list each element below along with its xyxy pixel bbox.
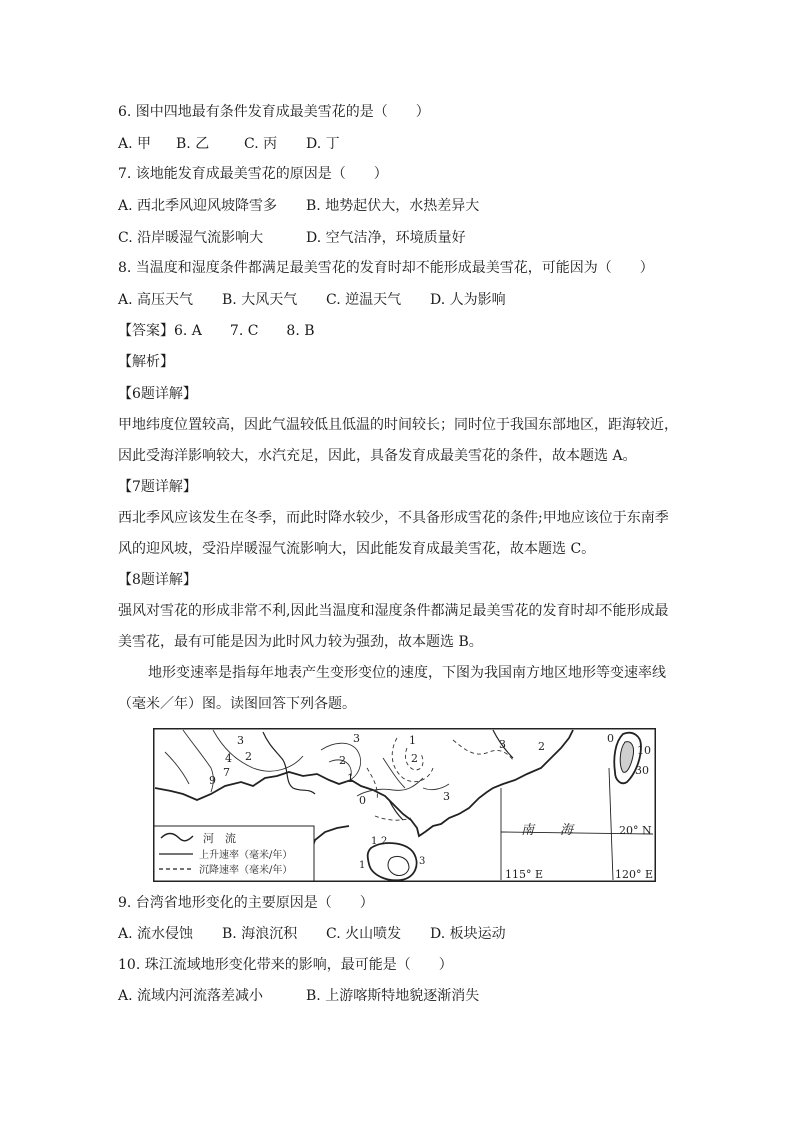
q8-option-d: D. 人为影响 (430, 292, 506, 308)
analysis-heading: 【解析】 (118, 354, 174, 370)
q10-option-a: A. 流域内河流落差减小 (118, 988, 264, 1004)
detail-7-line-2: 风的迎风坡，受沿岸暖湿气流影响大，因此能发育成最美雪花，故本题选 C。 (118, 541, 596, 557)
contour-label: 7 (223, 766, 230, 779)
legend-river-label: 河 流 (203, 832, 236, 845)
map-svg (153, 728, 656, 882)
contour-label: 2 (538, 740, 545, 753)
q7-options-row2 (118, 228, 466, 248)
q7-options-row1 (118, 196, 479, 216)
contour-label: 10 (637, 744, 651, 757)
q9-option-b: B. 海浪沉积 (222, 926, 298, 942)
detail-6-heading: 【6题详解】 (118, 386, 197, 402)
contour-label: 1 (347, 772, 354, 785)
q7-option-c: C. 沿岸暖湿气流影响大 (118, 230, 264, 246)
detail-8-line-2: 美雪花，最有可能是因为此时风力较为强劲，故本题选 B。 (118, 634, 483, 650)
detail-7-line-1: 西北季风应该发生在冬季，而此时降水较少，不具备形成雪花的条件;甲地应该位于东南季 (118, 510, 669, 526)
q9-stem: 9. 台湾省地形变化的主要原因是（ ） (118, 895, 374, 911)
legend-sink-label: 沉降速率（毫米/年） (199, 865, 293, 876)
contour-label: 3 (499, 738, 506, 751)
contour-label: 30 (635, 764, 649, 777)
q8-options (118, 290, 506, 310)
q7-option-a: A. 西北季风迎风坡降雪多 (118, 198, 278, 214)
q7-stem: 7. 该地能发育成最美雪花的原因是（ ） (118, 166, 388, 182)
contour-label: 3 (419, 856, 426, 867)
contour-label: 0 (359, 794, 366, 807)
q9-options (118, 924, 506, 944)
intro-line-1: 地形变速率是指每年地表产生变形变位的速度，下图为我国南方地区地形等变速率线 (148, 665, 666, 681)
q10-options (118, 986, 479, 1006)
contour-label: 0 (607, 732, 614, 745)
contour-label: 1 (409, 734, 416, 747)
longitude-label-120: 120° E (615, 868, 654, 881)
q6-stem: 6. 图中四地最有条件发育成最美雪花的是（ ） (118, 104, 430, 120)
detail-6-line-1: 甲地纬度位置较高，因此气温较低且低温的时间较长；同时位于我国东部地区，距海较近， (118, 417, 678, 433)
contour-label: 3 (443, 790, 450, 803)
q7-option-b: B. 地势起伏大，水热差异大 (306, 198, 480, 214)
map-legend (154, 826, 314, 881)
detail-7-heading: 【7题详解】 (118, 479, 197, 495)
q10-stem: 10. 珠江流域地形变化带来的影响，最可能是（ ） (118, 957, 453, 973)
q6-option-d: D. 丁 (306, 136, 340, 152)
contour-label: 3 (353, 732, 360, 745)
latitude-label: 20° N (619, 824, 652, 837)
q9-option-d: D. 板块运动 (430, 926, 506, 942)
q8-option-a: A. 高压天气 (118, 292, 194, 308)
contour-label: 3 (237, 734, 244, 747)
q6-option-b: B. 乙 (176, 136, 210, 152)
contour-label: 2 (411, 752, 418, 765)
legend-rise-label: 上升速率（毫米/年） (199, 850, 293, 861)
q8-option-c: C. 逆温天气 (326, 292, 402, 308)
q8-stem: 8. 当温度和湿度条件都满足最美雪花的发育时却不能形成最美雪花，可能因为（ ） (118, 260, 654, 276)
contour-label: 1 (359, 860, 366, 871)
contour-label: 1 (371, 836, 378, 847)
terrain-rate-map (153, 728, 656, 882)
q9-option-c: C. 火山喷发 (326, 926, 402, 942)
detail-8-line-1: 强风对雪花的形成非常不利,因此当温度和湿度条件都满足最美雪花的发育时却不能形成最 (118, 603, 669, 619)
contour-label: 4 (225, 752, 232, 765)
contour-label: 2 (339, 754, 346, 767)
q10-option-b: B. 上游喀斯特地貌逐渐消失 (306, 988, 480, 1004)
detail-6-line-2: 因此受海洋影响较大，水汽充足，因此，具备发育成最美雪花的条件，故本题选 A。 (118, 448, 637, 464)
q6-option-a: A. 甲 (118, 136, 152, 152)
q9-option-a: A. 流水侵蚀 (118, 926, 194, 942)
detail-8-heading: 【8题详解】 (118, 572, 197, 588)
longitude-label-115: 115° E (505, 868, 544, 881)
contour-label: 2 (381, 836, 388, 847)
contour-label: 9 (209, 774, 216, 787)
answer-line: 【答案】6. A 7. C 8. B (118, 323, 315, 339)
contour-label: 2 (245, 750, 252, 763)
sea-label: 南 海 (521, 823, 574, 838)
q7-option-d: D. 空气洁净，环境质量好 (306, 230, 466, 246)
q6-option-c: C. 丙 (244, 136, 278, 152)
q8-option-b: B. 大风天气 (222, 292, 298, 308)
q6-options (118, 134, 340, 154)
intro-line-2: （毫米／年）图。读图回答下列各题。 (118, 696, 356, 712)
